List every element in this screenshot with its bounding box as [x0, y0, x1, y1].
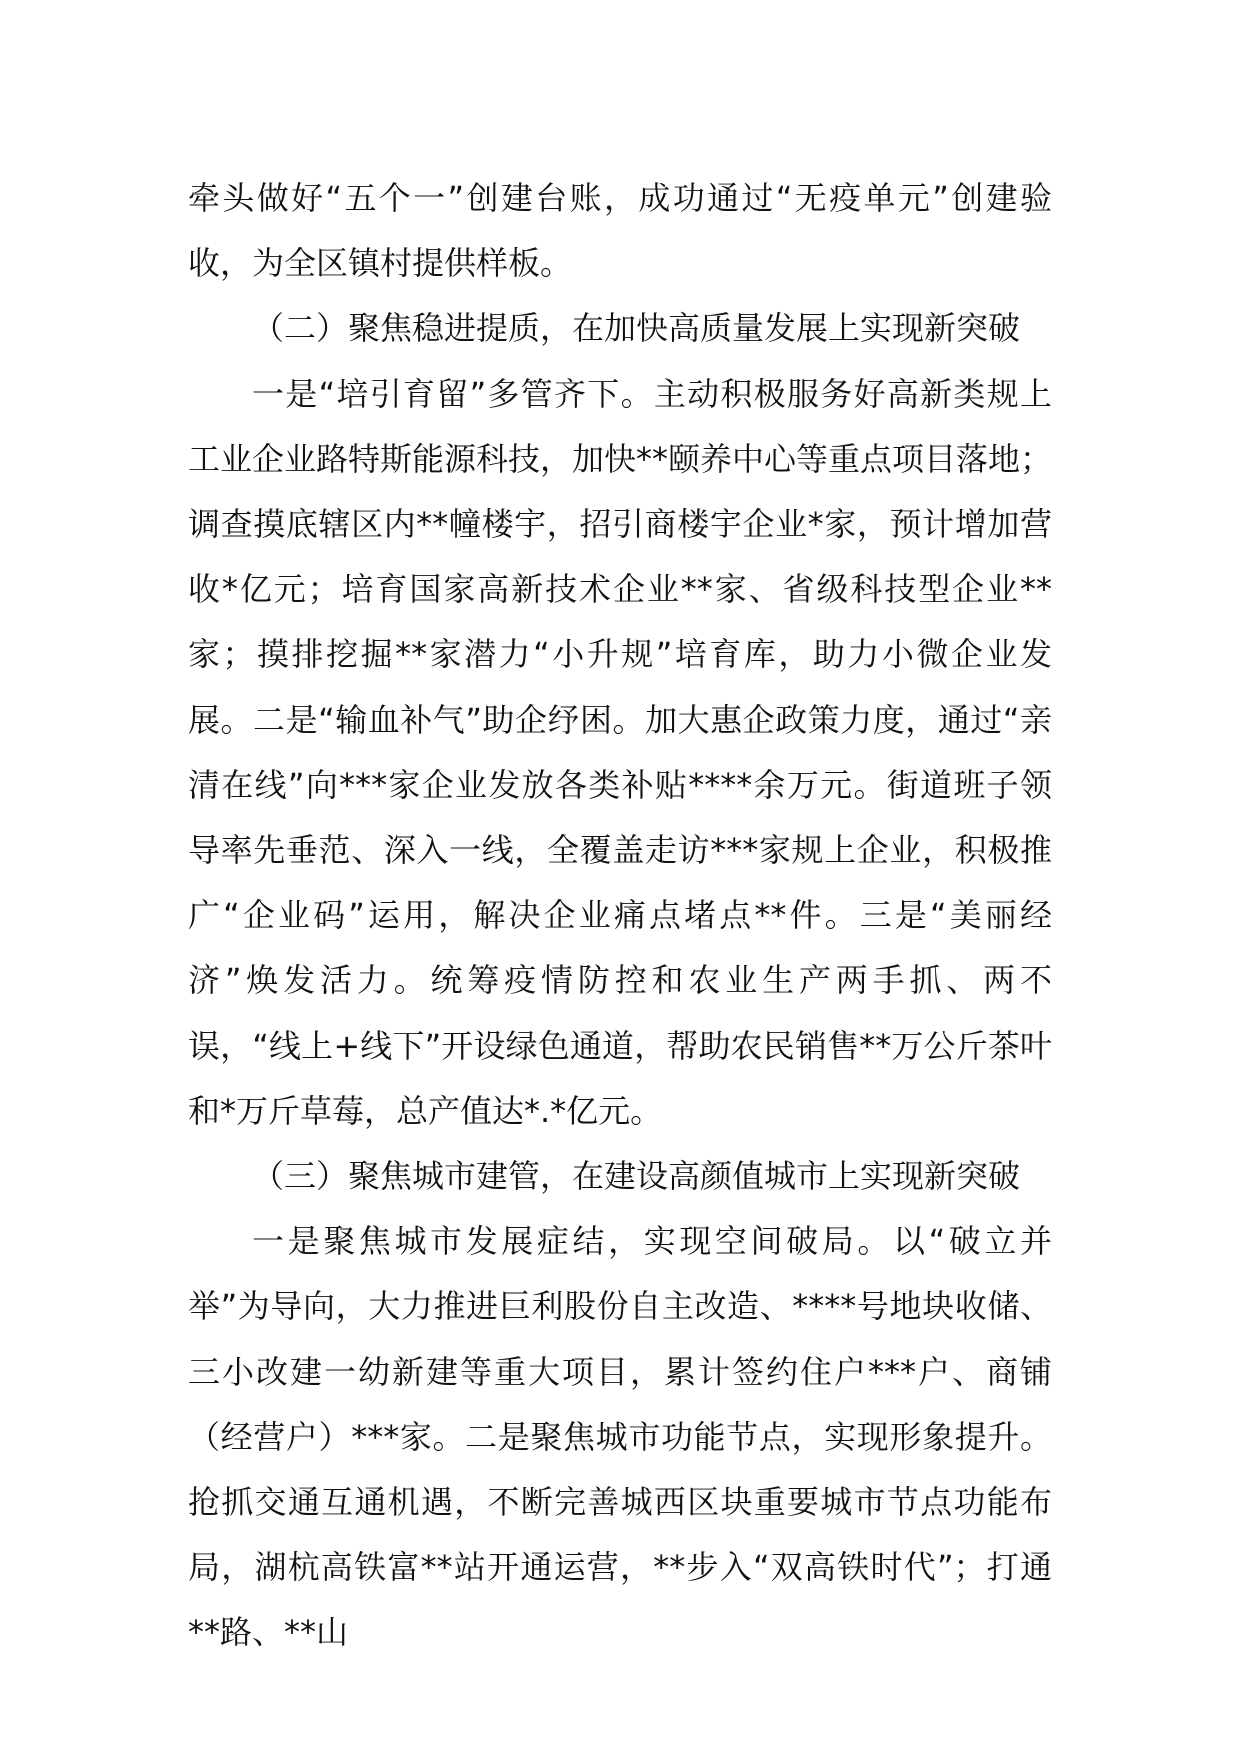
paragraph-continuation: 牵头做好“五个一”创建台账，成功通过“无疫单元”创建验收，为全区镇村提供样板。 — [188, 179, 1052, 283]
section-heading-3: （三）聚焦城市建管，在建设高颜值城市上实现新突破 — [252, 1157, 1021, 1196]
paragraph-section-3: 一是聚焦城市发展症结，实现空间破局。以“破立并举”为导向，大力推进巨利股份自主改造、****号地块收储、三小改建一幼新建等重大项目，累计签约住户***户、商铺（经营户）***家。二是聚焦城市功能节点，实现形象提升。抢抓交通互通机遇，不断完善城西区块重要城市节点功能布局，湖杭高铁富**站开通运营，**步入“双高铁时代”；打通**路、**山 — [188, 1222, 1052, 1652]
section-heading-2: （二）聚焦稳进提质，在加快高质量发展上实现新突破 — [252, 309, 1021, 348]
document-body — [188, 166, 1052, 1666]
paragraph-section-2: 一是“培引育留”多管齐下。主动积极服务好高新类规上工业企业路特斯能源科技，加快**颐养中心等重点项目落地；调查摸底辖区内**幢楼宇，招引商楼宇企业*家，预计增加营收*亿元；培育国家高新技术企业**家、省级科技型企业**家；摸排挖掘**家潜力“小升规”培育库，助力小微企业发展。二是“输血补气”助企纾困。加大惠企政策力度，通过“亲清在线”向***家企业发放各类补贴****余万元。街道班子领导率先垂范、深入一线，全覆盖走访***家规上企业，积极推广“企业码”运用，解决企业痛点堵点**件。三是“美丽经济”焕发活力。统筹疫情防控和农业生产两手抓、两不误，“线上+线下”开设绿色通道，帮助农民销售**万公斤茶叶和*万斤草莓，总产值达*.*亿元。 — [188, 374, 1053, 1130]
